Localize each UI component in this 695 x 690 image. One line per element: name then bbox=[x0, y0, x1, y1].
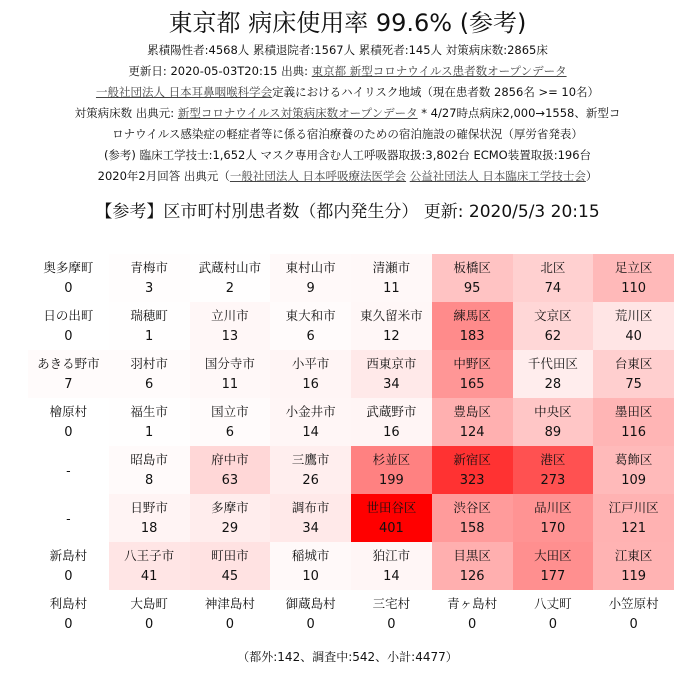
municipal-cell bbox=[432, 302, 513, 350]
municipal-cell bbox=[513, 398, 594, 446]
municipal-name: 武蔵村山市 bbox=[198, 260, 262, 275]
municipal-cell bbox=[593, 590, 674, 638]
municipal-name: 大田区 bbox=[534, 548, 572, 563]
municipal-cell bbox=[28, 590, 109, 638]
municipal-cell bbox=[351, 254, 432, 302]
municipal-cell bbox=[432, 542, 513, 590]
update-line bbox=[0, 61, 695, 82]
municipal-cell bbox=[270, 350, 351, 398]
municipal-cell bbox=[513, 254, 594, 302]
patient-count: 0 bbox=[467, 617, 477, 632]
municipal-cell bbox=[28, 446, 109, 494]
patient-count: 0 bbox=[64, 617, 73, 632]
municipal-cell bbox=[270, 590, 351, 638]
municipal-name: 東久留米市 bbox=[360, 308, 423, 323]
municipal-cell bbox=[270, 398, 351, 446]
beds-source-prefix: 対策病床数 出典元: bbox=[74, 106, 178, 120]
municipal-cell bbox=[190, 302, 271, 350]
patient-count: 170 bbox=[540, 521, 566, 536]
municipal-cell bbox=[593, 398, 674, 446]
municipal-cell bbox=[351, 446, 432, 494]
municipal-cell bbox=[432, 254, 513, 302]
equipment-line: (参考) 臨床工学技士:1,652人 マスク専用含む人工呼吸器取扱:3,802台 ECMO装置取扱:196台 bbox=[103, 148, 592, 162]
footer-note: （都外:142、調査中:542、小計:4477） bbox=[237, 650, 458, 664]
patient-count: 12 bbox=[383, 329, 400, 344]
municipal-cell bbox=[109, 350, 190, 398]
patient-count: 16 bbox=[302, 377, 319, 392]
municipal-name: 目黒区 bbox=[453, 548, 491, 563]
patient-count: 34 bbox=[383, 377, 400, 392]
equipment-source-line bbox=[0, 166, 695, 187]
risk-text: 定義におけるハイリスク地域（現在患者数 2856名 >= 10名） bbox=[272, 85, 600, 99]
municipal-name: 荒川区 bbox=[614, 308, 653, 323]
municipal-name: 国立市 bbox=[211, 404, 249, 419]
patient-count: 126 bbox=[459, 569, 485, 584]
patient-count: 0 bbox=[629, 617, 638, 632]
patient-count: 119 bbox=[621, 569, 647, 584]
municipal-cell bbox=[351, 350, 432, 398]
patient-count: 29 bbox=[221, 521, 239, 536]
municipal-name: 瑞穂町 bbox=[130, 308, 168, 323]
municipal-cell bbox=[28, 350, 109, 398]
municipal-cell bbox=[513, 350, 594, 398]
municipal-name: 日野市 bbox=[130, 500, 168, 515]
municipal-name: 狛江市 bbox=[372, 548, 411, 563]
municipal-name: 足立区 bbox=[614, 260, 653, 275]
municipal-cell bbox=[190, 590, 271, 638]
patient-count: 9 bbox=[306, 281, 315, 296]
municipal-cell bbox=[270, 494, 351, 542]
patient-count: 0 bbox=[225, 617, 235, 632]
municipal-name: 港区 bbox=[540, 452, 566, 467]
municipal-name: 渋谷区 bbox=[453, 500, 491, 515]
municipal-name: 江戸川区 bbox=[608, 500, 659, 515]
municipal-name: 大島町 bbox=[130, 596, 168, 611]
municipal-name: 八丈町 bbox=[534, 596, 572, 611]
municipal-cell bbox=[593, 302, 674, 350]
patient-count: 1 bbox=[144, 329, 154, 344]
municipal-cell bbox=[109, 254, 190, 302]
municipal-name: 清瀬市 bbox=[372, 260, 411, 275]
municipal-cell bbox=[432, 590, 513, 638]
patient-count: 2 bbox=[225, 281, 235, 296]
equipment-source-suffix: ） bbox=[585, 169, 598, 183]
patient-count: 0 bbox=[387, 617, 396, 632]
municipal-name: 御蔵島村 bbox=[285, 596, 336, 611]
patient-count: 116 bbox=[621, 425, 647, 440]
patient-count: 158 bbox=[459, 521, 485, 536]
municipal-cell bbox=[593, 446, 674, 494]
patient-count: 13 bbox=[221, 329, 239, 344]
municipal-cell bbox=[513, 446, 594, 494]
municipal-cell bbox=[109, 542, 190, 590]
municipal-name: 世田谷区 bbox=[366, 500, 417, 515]
municipal-name: 小笠原村 bbox=[608, 596, 659, 611]
patient-count: 110 bbox=[621, 281, 647, 296]
patient-count: 124 bbox=[459, 425, 485, 440]
municipal-name: 三宅村 bbox=[372, 596, 411, 611]
municipal-cell bbox=[109, 302, 190, 350]
patient-count: 18 bbox=[140, 521, 158, 536]
municipal-cell bbox=[28, 302, 109, 350]
patient-count: 6 bbox=[225, 425, 235, 440]
municipal-cell bbox=[351, 398, 432, 446]
patient-count: 41 bbox=[140, 569, 158, 584]
patient-count: 11 bbox=[221, 377, 239, 392]
patient-count: 74 bbox=[544, 281, 562, 296]
patient-count: 14 bbox=[383, 569, 400, 584]
municipal-cell bbox=[28, 542, 109, 590]
municipal-name: 府中市 bbox=[211, 452, 249, 467]
municipal-name: 八王子市 bbox=[124, 548, 175, 563]
patient-count: 6 bbox=[144, 377, 154, 392]
risk-line bbox=[0, 82, 695, 103]
ce-association-link[interactable]: 公益社団法人 日本臨床工学技士会 bbox=[409, 169, 586, 183]
municipal-cell bbox=[270, 542, 351, 590]
municipal-name: 青梅市 bbox=[130, 260, 168, 275]
municipal-name: 品川区 bbox=[534, 500, 572, 515]
patient-count: 26 bbox=[302, 473, 319, 488]
municipal-name: あきる野市 bbox=[37, 356, 100, 371]
municipal-cell bbox=[432, 446, 513, 494]
municipal-name: 奥多摩町 bbox=[43, 260, 94, 275]
municipal-cell bbox=[190, 542, 271, 590]
patient-count: 0 bbox=[144, 617, 154, 632]
municipal-name: 杉並区 bbox=[372, 452, 411, 467]
patient-count: 6 bbox=[306, 329, 315, 344]
municipal-name: 西東京市 bbox=[366, 356, 417, 371]
municipal-cell bbox=[28, 494, 109, 542]
municipal-name: 中央区 bbox=[534, 404, 572, 419]
municipal-name: 豊島区 bbox=[453, 404, 491, 419]
municipal-name: 台東区 bbox=[614, 356, 653, 371]
patient-count: 63 bbox=[221, 473, 239, 488]
municipal-name: 昭島市 bbox=[130, 452, 168, 467]
municipal-cell bbox=[432, 494, 513, 542]
municipal-cell bbox=[593, 542, 674, 590]
lodging-line: ロナウイルス感染症の軽症者等に係る宿泊療養のための宿泊施設の確保状況（厚労省発表） bbox=[112, 127, 583, 141]
patient-count: 0 bbox=[64, 569, 73, 584]
patient-count: 45 bbox=[221, 569, 239, 584]
respiratory-society-link[interactable]: 一般社団法人 日本呼吸療法医学会 bbox=[229, 169, 407, 183]
patient-count: 273 bbox=[540, 473, 566, 488]
municipal-cell bbox=[432, 350, 513, 398]
patient-count: 7 bbox=[64, 377, 73, 392]
municipal-cell bbox=[351, 542, 432, 590]
patient-count: 0 bbox=[64, 425, 73, 440]
municipal-name: 板橋区 bbox=[453, 260, 491, 275]
patient-count: 1 bbox=[144, 425, 154, 440]
patient-count: 62 bbox=[544, 329, 562, 344]
municipal-cell bbox=[28, 254, 109, 302]
patient-count: 323 bbox=[459, 473, 485, 488]
municipal-cell bbox=[109, 590, 190, 638]
municipal-name: 中野区 bbox=[453, 356, 491, 371]
municipal-name: 国分寺市 bbox=[204, 356, 255, 371]
municipal-cell bbox=[109, 494, 190, 542]
patient-count: 0 bbox=[548, 617, 558, 632]
municipal-cell bbox=[513, 302, 594, 350]
patient-count: 199 bbox=[378, 473, 404, 488]
municipal-name: 小平市 bbox=[291, 356, 330, 371]
municipal-cell bbox=[190, 350, 271, 398]
municipal-name: 小金井市 bbox=[285, 404, 336, 419]
municipal-name: 利島村 bbox=[49, 596, 88, 611]
municipal-cell bbox=[28, 398, 109, 446]
municipal-name: 武蔵野市 bbox=[366, 404, 417, 419]
municipal-section-title: 【参考】区市町村別患者数（都内発生分） 更新: 2020/5/3 20:15 bbox=[95, 202, 600, 222]
patient-count: 16 bbox=[383, 425, 400, 440]
municipal-cell bbox=[351, 494, 432, 542]
patient-count: 3 bbox=[144, 281, 154, 296]
municipal-name: 東村山市 bbox=[285, 260, 336, 275]
municipal-name: 千代田区 bbox=[527, 356, 578, 371]
municipal-cell bbox=[513, 542, 594, 590]
patient-count: 95 bbox=[463, 281, 481, 296]
municipal-name: 調布市 bbox=[291, 500, 330, 515]
patient-count: 34 bbox=[302, 521, 319, 536]
update-text: 更新日: 2020-05-03T20:15 出典: bbox=[128, 64, 312, 78]
patient-count: 75 bbox=[625, 377, 642, 392]
patient-count: 177 bbox=[540, 569, 566, 584]
municipal-name: 日の出町 bbox=[43, 308, 94, 323]
municipal-name: 三鷹市 bbox=[291, 452, 330, 467]
patient-count: 89 bbox=[544, 425, 562, 440]
municipal-name: 新宿区 bbox=[453, 452, 491, 467]
patient-count: 165 bbox=[459, 377, 485, 392]
patient-count: 0 bbox=[64, 329, 73, 344]
patient-count: 8 bbox=[144, 473, 154, 488]
totals-line: 累積陽性者:4568人 累積退院者:1567人 累積死者:145人 対策病床数:2865床 bbox=[147, 43, 548, 57]
municipal-cell bbox=[513, 590, 594, 638]
ent-society-link[interactable]: 一般社団法人 日本耳鼻咽喉科学会 bbox=[95, 85, 273, 99]
municipal-name: 練馬区 bbox=[453, 308, 491, 323]
page-title: 東京都 病床使用率 99.6% (参考) bbox=[168, 9, 527, 37]
patient-count: 14 bbox=[302, 425, 319, 440]
municipal-name: 羽村市 bbox=[130, 356, 168, 371]
municipal-name: - bbox=[66, 510, 71, 526]
municipal-cell bbox=[593, 494, 674, 542]
municipal-cell bbox=[270, 446, 351, 494]
municipal-cell bbox=[351, 590, 432, 638]
municipal-name: 立川市 bbox=[211, 308, 249, 323]
municipal-cell bbox=[593, 254, 674, 302]
municipal-name: 江東区 bbox=[614, 548, 653, 563]
municipal-name: 福生市 bbox=[130, 404, 168, 419]
patient-count: 183 bbox=[459, 329, 485, 344]
municipal-name: - bbox=[66, 462, 71, 478]
municipal-name: 青ヶ島村 bbox=[447, 596, 498, 611]
municipal-name: 東大和市 bbox=[285, 308, 336, 323]
municipal-name: 檜原村 bbox=[49, 404, 88, 419]
municipal-cell bbox=[593, 350, 674, 398]
municipal-cell bbox=[513, 494, 594, 542]
municipal-cell bbox=[190, 398, 271, 446]
patient-count: 10 bbox=[302, 569, 319, 584]
municipal-grid bbox=[28, 254, 674, 638]
municipal-name: 葛飾区 bbox=[614, 452, 653, 467]
patient-count: 28 bbox=[544, 377, 562, 392]
municipal-cell bbox=[270, 302, 351, 350]
municipal-cell bbox=[109, 398, 190, 446]
municipal-cell bbox=[190, 494, 271, 542]
patient-count: 0 bbox=[64, 281, 73, 296]
tokyo-open-data-link[interactable]: 東京都 新型コロナウイルス患者数オープンデータ bbox=[311, 64, 567, 78]
patient-count: 401 bbox=[378, 521, 404, 536]
patient-count: 109 bbox=[621, 473, 647, 488]
municipal-name: 稲城市 bbox=[291, 548, 330, 563]
summary-info bbox=[0, 40, 695, 187]
beds-open-data-link[interactable]: 新型コロナウイルス対策病床数オープンデータ bbox=[177, 106, 418, 120]
municipal-cell bbox=[351, 302, 432, 350]
municipal-name: 墨田区 bbox=[614, 404, 653, 419]
beds-source-suffix: * 4/27時点病床2,000→1558、新型コ bbox=[417, 106, 621, 120]
municipal-cell bbox=[270, 254, 351, 302]
patient-count: 0 bbox=[306, 617, 315, 632]
municipal-name: 北区 bbox=[540, 260, 566, 275]
patient-count: 40 bbox=[625, 329, 642, 344]
municipal-name: 町田市 bbox=[211, 548, 249, 563]
municipal-cell bbox=[190, 254, 271, 302]
patient-count: 121 bbox=[621, 521, 647, 536]
equipment-source-prefix: 2020年2月回答 出典元（ bbox=[97, 169, 230, 183]
municipal-name: 多摩市 bbox=[211, 500, 249, 515]
patient-count: 11 bbox=[383, 281, 400, 296]
beds-source-line bbox=[0, 103, 695, 124]
municipal-name: 文京区 bbox=[534, 308, 572, 323]
municipal-cell bbox=[432, 398, 513, 446]
municipal-name: 神津島村 bbox=[204, 596, 255, 611]
municipal-cell bbox=[190, 446, 271, 494]
municipal-name: 新島村 bbox=[49, 548, 88, 563]
municipal-cell bbox=[109, 446, 190, 494]
